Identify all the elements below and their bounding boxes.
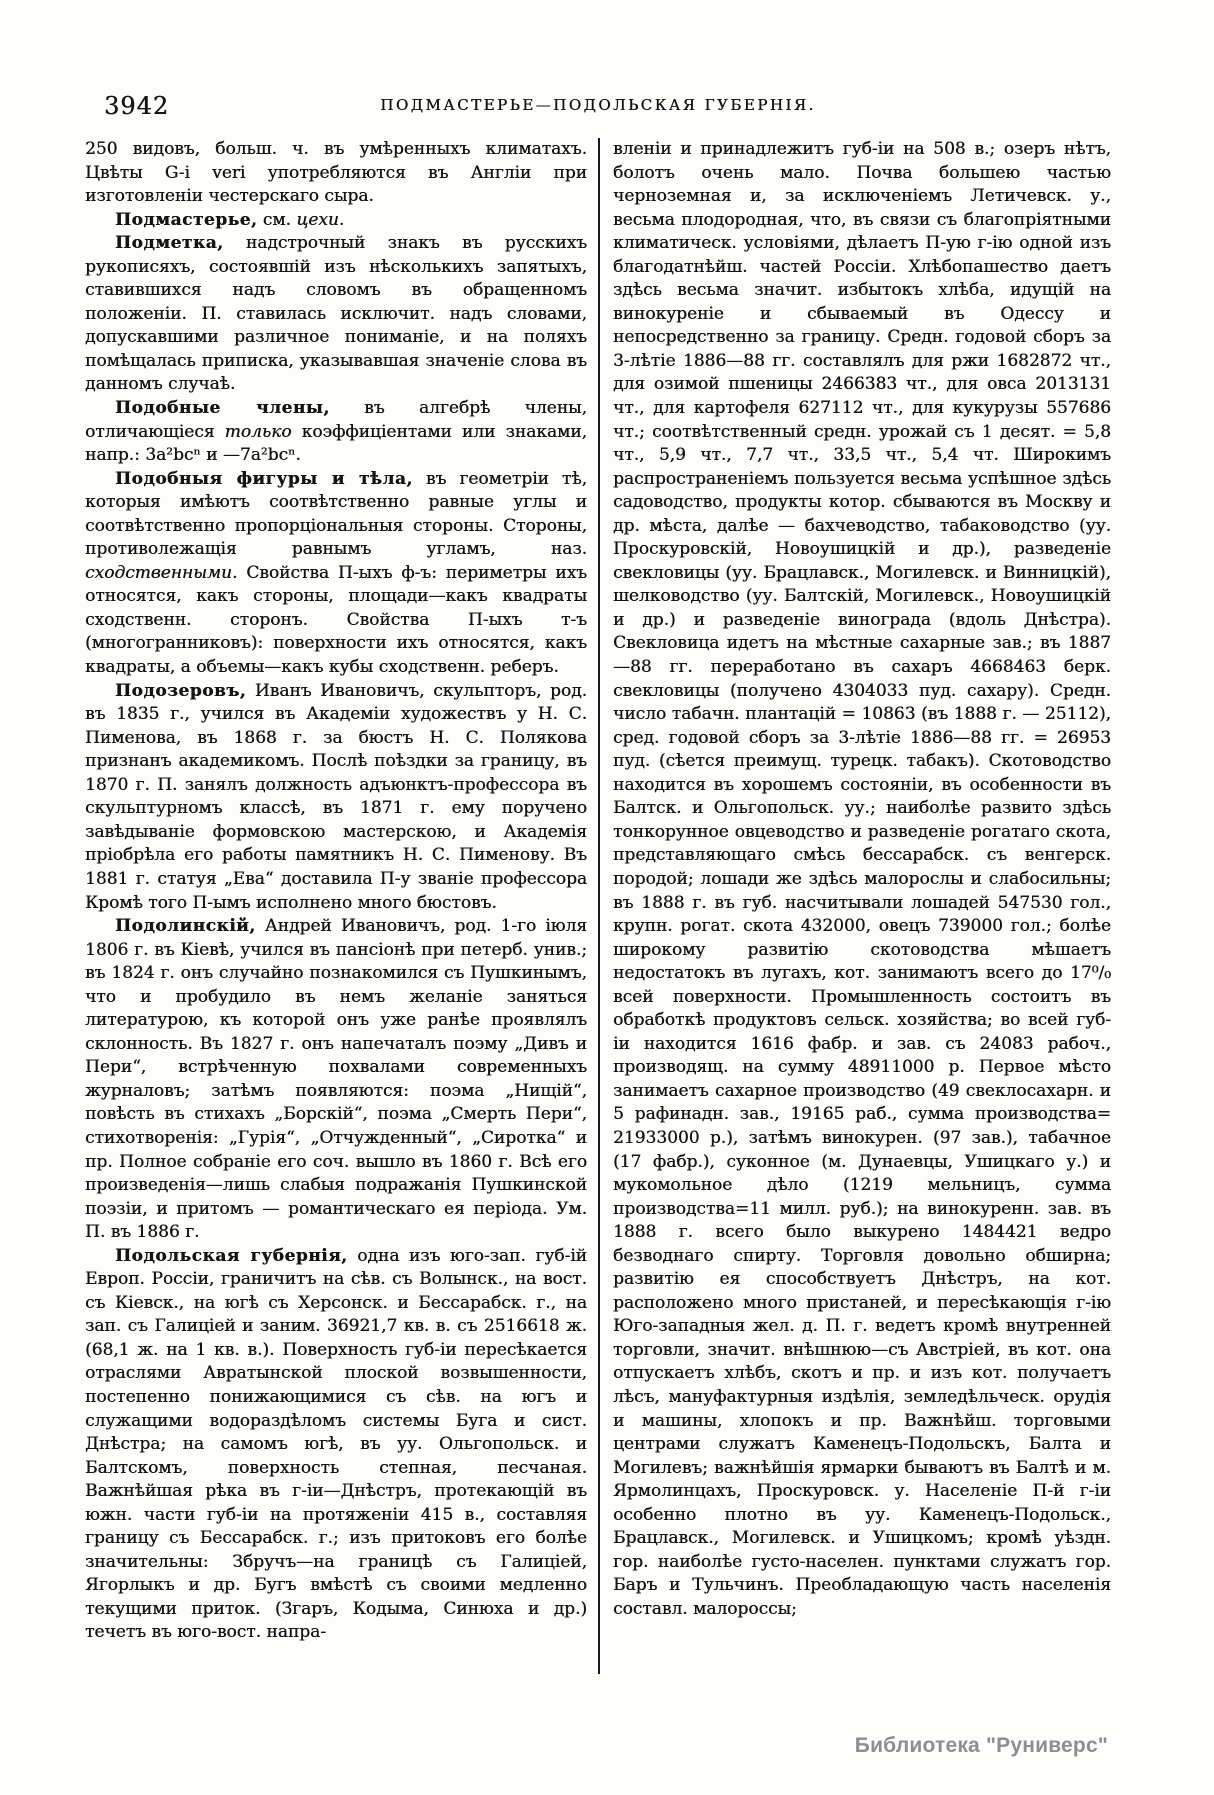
entry-term: Подметка, (115, 233, 224, 254)
entry-italic: цехи (296, 209, 339, 230)
column-left (85, 138, 598, 1674)
entry-term: Подмастерье, (115, 209, 258, 230)
entry-italic: сходственными (85, 562, 232, 583)
paragraph (85, 915, 587, 1245)
paragraph (613, 138, 1111, 1621)
page-number: 3942 (104, 92, 170, 120)
entry-term: Подолинскій, (115, 916, 256, 937)
entry-text: Иванъ Ивановичъ, скульпторъ, род. въ 1835 г., учился въ Академіи художествъ у Н. С. Пименова, въ 1868 г. за бюстъ Н. С. Полякова признанъ академикомъ. Послѣ поѣздки за границу, въ 1870 г. П. занялъ должность адъюнктъ-профессора въ скульптурномъ классѣ, въ 1871 г. ему поручено завѣдываніе формовскою мастерскою, и Академія пріобрѣла его работы памятникъ Н. С. Пименову. Въ 1881 г. статуя „Ева“ доставила П-у званіе профессора Кромѣ того П-ымъ исполнено много бюстовъ. (85, 680, 587, 913)
entry-term: Подобныя фигуры и тѣла, (115, 468, 413, 489)
paragraph (85, 680, 587, 915)
entry-term: Подозеровъ, (115, 680, 247, 701)
entry-text: вленіи и принадлежитъ губ-іи на 508 в.; озеръ нѣтъ, болотъ очень мало. Почва большею частью черноземная и, за исключеніемъ Летичевск. у., весьма плодородная, что, въ связи съ благопріятными климатическ. условіями, дѣлаетъ П-ую г-ію одной изъ благодатнѣйш. частей Россіи. Хлѣбопашество даетъ здѣсь весьма значит. избытокъ хлѣба, идущій на винокуреніе и сбываемый въ Одессу и непосредственно за границу. Средн. годовой сборъ за 3-лѣтіе 1886—88 гг. составлялъ для ржи 1682872 чт., для озимой пшеницы 2466383 чт., для овса 2013131 чт., для картофеля 627112 чт., для кукурузы 557686 чт.; соотвѣтственный средн. урожай съ 1 десят. = 5,8 чт., 5,9 чт., 7,7 чт., 33,5 чт., 5,4 чт. Широкимъ распространеніемъ пользуется весьма успѣшное здѣсь садоводство, продукты котор. сбываются въ Москву и др. мѣста, далѣе — бахчеводство, табаководство (уу. Проскуровскій, Новоушицкій и др.), разведеніе свекловицы (уу. Брацлавск., Могилевск. и Винницкій), шелководство (уу. Балтскій, Могилевск., Новоушицкій и др.) и разведеніе винограда (вдоль Днѣстра). Свекловица идетъ на мѣстные сахарные зав.; въ 1887—88 гг. переработано въ сахаръ 4668463 берк. свекловицы (получено 4304033 пуд. сахару). Средн. число табачн. плантацій = 10863 (въ 1888 г. — 25112), сред. годовой сборъ за 3-лѣтіе 1886—88 гг. = 26953 пуд. (сѣется преимущ. турецк. табакъ). Скотоводство находится въ хорошемъ состояніи, въ особенности въ Балтск. и Ольгопольск. уу.; наиболѣе развито здѣсь тонкорунное овцеводство и разведеніе рогатаго скота, представляющаго смѣсь бессарабск. съ венгерск. породой; лошади же здѣсь малорослы и слабосильны; въ 1888 г. въ губ. насчитывали лошадей 547530 гол., крупн. рогат. скота 432000, овецъ 739000 гол.; болѣе широкому развитію скотоводства мѣшаетъ недостатокъ въ лугахъ, кот. занимаютъ всего до 17⁰/₀ всей поверхности. Промышленность состоитъ въ обработкѣ продуктовъ сельск. хозяйства; во всей губ-іи находится 1616 фабр. и зав. съ 24083 рабоч., производящ. на сумму 48911000 р. Первое мѣсто занимаетъ сахарное производство (49 свеклосахарн. и 5 рафинадн. зав., 19165 раб., сумма производства= 21933000 р.), затѣмъ винокурен. (97 зав.), табачное (17 фабр.), суконное (м. Дунаевцы, Ушицкаго у.) и мукомольное дѣло (1219 мельницъ, сумма производства=11 милл. руб.); на винокуренн. зав. въ 1888 г. всего было выкурено 1484421 ведро безводнаго спирту. Торговля довольно обширна; развитію ея способствуетъ Днѣстръ, на кот. расположено много пристаней, и пересѣкающія г-ію Юго-западныя жел. д. П. г. ведетъ кромѣ внутренней торговли, значит. внѣшнюю—съ Австріей, въ кот. она отпускаетъ хлѣбъ, скотъ и пр. и изъ кот. получаетъ лѣсъ, мануфактурныя издѣлія, земледѣльческ. орудія и машины, хлопокъ и пр. Важнѣйш. торговыми центрами служатъ Каменецъ-Подольскъ, Балта и Могилевъ; важнѣйшія ярмарки бываютъ въ Балтѣ и м. Ярмолинцахъ, Проскуровск. у. Населеніе П-й г-іи особенно плотно въ уу. Каменецъ-Подольск., Брацлавск., Могилевск. и Ушицкомъ; кромѣ уѣздн. гор. наиболѣе густо-населен. пунктами служатъ гор. Баръ и Тульчинъ. Преобладающую часть населенія составл. малороссы; (613, 139, 1111, 1619)
entry-text: въ алгебрѣ члены, отличающіеся (85, 398, 587, 442)
entry-text: 250 видовъ, больш. ч. въ умѣренныхъ климатахъ. Цвѣты G-i veri употребляются въ Англіи при изготовленіи честерскаго сыра. (85, 139, 587, 207)
entry-term: Подобные члены, (115, 398, 330, 419)
entry-term: Подольская губернія, (115, 1245, 348, 1266)
running-head: ПОДМАСТЕРЬЕ—ПОДОЛЬСКАЯ ГУБЕРНІЯ. (380, 96, 816, 114)
paragraph (85, 209, 587, 233)
entry-text: . (338, 209, 345, 230)
paragraph (85, 138, 587, 209)
paragraph (85, 468, 587, 680)
paragraph (85, 397, 587, 468)
library-watermark: Библиотека "Руниверс" (854, 1734, 1108, 1757)
column-right (598, 138, 1111, 1674)
entry-text: въ геометріи тѣ, которыя имѣютъ соотвѣтственно равные углы и соотвѣтственно пропорціональныя стороны. Стороны, противолежащія равнымъ угламъ, наз. (85, 468, 587, 560)
paragraph (85, 232, 587, 397)
entry-text: одна изъ юго-зап. губ-ій Европ. Россіи, граничитъ на сѣв. съ Волынск., на вост. съ Кіевск., на югѣ съ Херсонск. и Бессарабск. г., на зап. съ Галиціей и заним. 36921,7 кв. в. съ 2516618 ж. (68,1 ж. на 1 кв. в.). Поверхность губ-іи пересѣкается отраслями Авратынской плоской возвышенности, постепенно понижающимися съ сѣв. на югъ и служащими водораздѣломъ системы Буга и сист. Днѣстра; на самомъ югѣ, въ уу. Ольгопольск. и Балтскомъ, поверхность степная, песчаная. Важнѣйшая рѣка въ г-іи—Днѣстръ, протекающій въ южн. части губ-іи на протяженіи 415 в., составляя границу съ Бессарабск. г.; изъ притоковъ его болѣе значительны: Збручъ—на границѣ съ Галиціей, Ягорлыкъ и др. Бугъ вмѣстѣ съ своими медленно текущими приток. (Згаръ, Кодыма, Синюха и др.) течетъ въ юго-вост. напра- (85, 1245, 587, 1643)
entry-text: . Свойства П-ыхъ ф-ъ: периметры ихъ относятся, какъ стороны, площади—какъ квадраты сходственн. сторонъ. Свойства П-ыхъ т-ъ (многогранниковъ): поверхности ихъ относятся, какъ квадраты, а объемы—какъ кубы сходственн. реберъ. (85, 562, 587, 678)
entry-text: надстрочный знакъ въ русскихъ рукописяхъ, состоявшій изъ нѣсколькихъ запятыхъ, ставившихся надъ словомъ въ обращенномъ положеніи. П. ставилась исключит. надъ словами, допускавшими различное пониманіе, и на поляхъ помѣщалась приписка, указывавшая значеніе слова въ данномъ случаѣ. (85, 233, 587, 395)
entry-italic: только (224, 421, 292, 442)
entry-text: Андрей Ивановичъ, род. 1-го іюля 1806 г. въ Кіевѣ, учился въ пансіонѣ при петерб. унив.; въ 1824 г. онъ случайно познакомился съ Пушкинымъ, что и пробудило въ немъ желаніе заняться литературою, къ которой онъ уже ранѣе проявлялъ склонность. Въ 1827 г. онъ напечаталъ поэму „Дивъ и Пери“, встрѣченную похвалами современныхъ журналовъ; затѣмъ появляются: поэма „Нищій“, повѣсть въ стихахъ „Борскій“, поэма „Смерть Пери“, стихотворенія: „Гурія“, „Отчужденный“, „Сиротка“ и пр. Полное собраніе его соч. вышло въ 1860 г. Всѣ его произведенія—лишь слабыя подражанія Пушкинской поэзіи, и притомъ — романтическаго ея періода. Ум. П. въ 1886 г. (85, 916, 587, 1243)
text-block (85, 138, 1111, 1674)
paragraph (85, 1245, 587, 1645)
entry-text: коэффиціентами или знаками, напр.: 3a²bcⁿ и —7a²bcⁿ. (85, 421, 587, 466)
entry-text: см. (257, 209, 297, 230)
